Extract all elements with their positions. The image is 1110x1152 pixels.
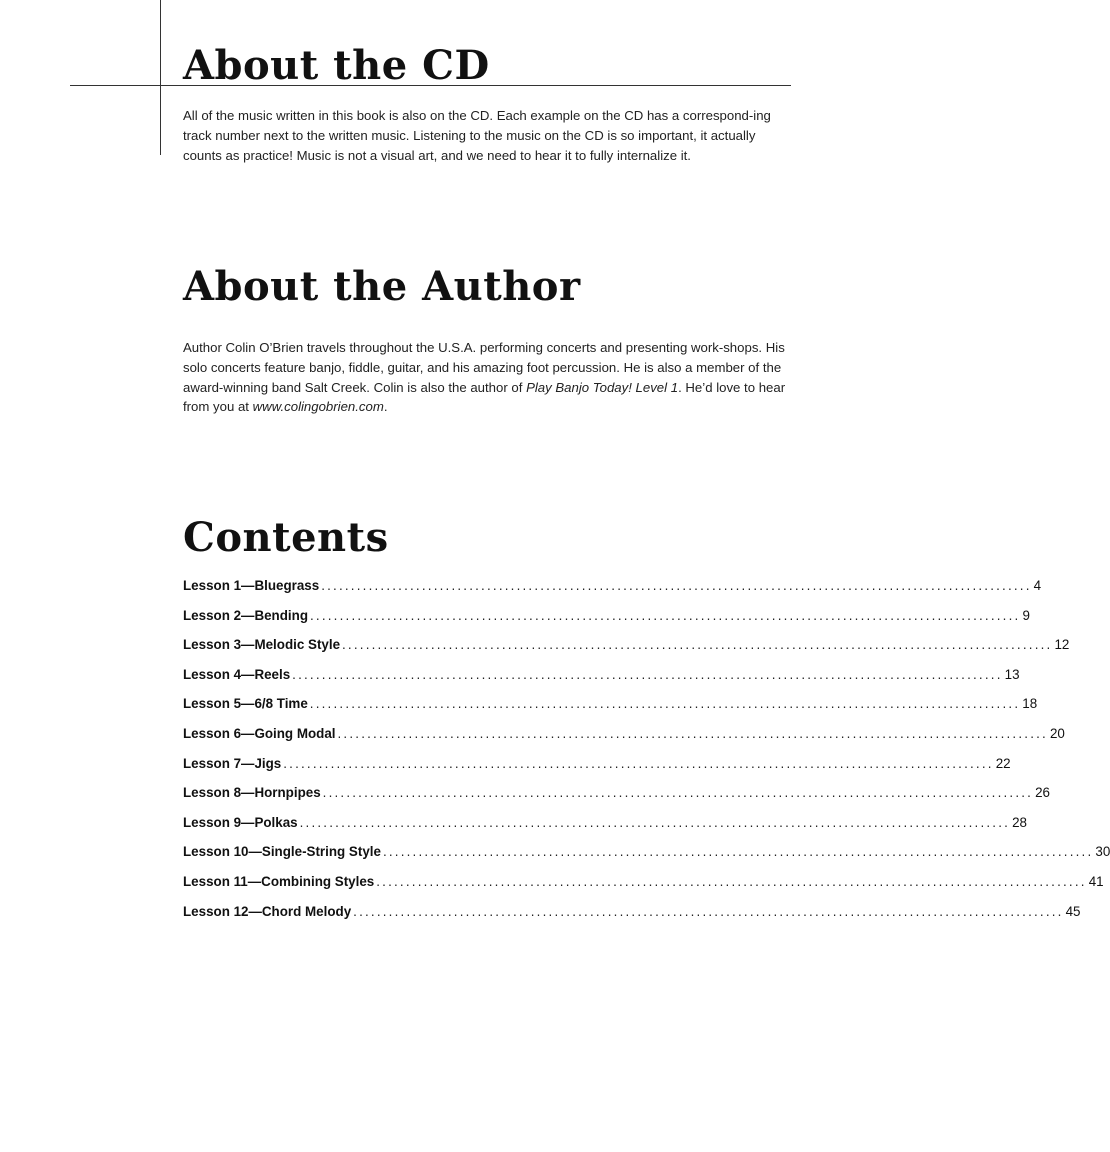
toc-entry-label: Lesson 2—Bending [183, 607, 308, 623]
toc-entry-page: 26 [1035, 785, 1051, 801]
toc-dot-leader: ........................................................................................................................ [322, 785, 1034, 801]
cd-section-body: All of the music written in this book is also on the CD. Each example on the CD has a correspond-ing track number next to the written music. Listening to the music on the CD is so important, it actually counts as practice! Music is not a visual art, and we need to hear it to fully internalize it. [183, 108, 771, 163]
toc-entry[interactable] [183, 785, 1051, 815]
toc-dot-leader: ........................................................................................................................ [283, 755, 994, 771]
toc-entry-page: 9 [1022, 607, 1030, 623]
author-body-prefix: Author Colin O’Brien travels throughout the U.S.A. performing concerts and presenting work-shops. His solo concerts feature banjo, fiddle, guitar, and his amazing foot percussion. He is also a member of the award-winning band Salt Creek. Colin is also the author of [183, 340, 785, 395]
toc-entry-page: 28 [1012, 814, 1027, 830]
vertical-rule [160, 0, 161, 155]
toc-entry-label: Lesson 12—Chord Melody [183, 903, 352, 919]
author-section-body [183, 338, 793, 417]
toc-dot-leader: ........................................................................................................................ [337, 725, 1048, 741]
toc-entry-label: Lesson 3—Melodic Style [183, 637, 341, 653]
toc-dot-leader: ........................................................................................................................ [342, 637, 1053, 653]
toc-dot-leader: ........................................................................................................................ [309, 696, 1021, 712]
toc-dot-leader: ........................................................................................................................ [321, 578, 1032, 593]
cd-section-title: About the CD [183, 42, 490, 89]
toc-entry-page: 22 [995, 755, 1011, 771]
toc-dot-leader: ........................................................................................................................ [292, 666, 1003, 682]
author-body-middle: . He’d love to hear from you at [183, 379, 786, 415]
author-body-suffix: . [383, 399, 388, 415]
toc-entry[interactable] [183, 903, 1081, 934]
toc-entry-label: Lesson 10—Single-String Style [183, 844, 381, 860]
toc-dot-leader: ........................................................................................................................ [382, 844, 1094, 860]
toc-entry-page: 12 [1054, 637, 1070, 653]
book-title: Play Banjo Today! Level 1 [526, 379, 679, 395]
toc-entry[interactable] [183, 666, 1020, 697]
toc-entry-page: 18 [1022, 696, 1038, 712]
toc-entry-label: Lesson 1—Bluegrass [183, 578, 320, 593]
toc-entry-page: 45 [1065, 903, 1081, 919]
toc-dot-leader: ........................................................................................................................ [353, 903, 1064, 919]
toc-entry[interactable] [183, 755, 1011, 786]
toc-entry-label: Lesson 9—Polkas [183, 814, 298, 830]
toc-entry-page: 13 [1004, 666, 1020, 682]
toc-entry[interactable] [183, 607, 1030, 638]
toc-entry-page: 20 [1049, 725, 1065, 741]
toc-entry-label: Lesson 6—Going Modal [183, 725, 336, 741]
toc-entry-label: Lesson 7—Jigs [183, 755, 282, 771]
toc-entry-label: Lesson 11—Combining Styles [183, 873, 375, 889]
toc-dot-leader: ........................................................................................................................ [310, 607, 1021, 623]
toc-entry-page: 4 [1033, 578, 1042, 593]
toc-entry-page: 41 [1088, 873, 1104, 889]
toc-entry[interactable] [183, 814, 1027, 845]
toc-entry[interactable] [183, 637, 1070, 667]
table-of-contents [183, 578, 1110, 933]
toc-entry-label: Lesson 8—Hornpipes [183, 785, 321, 801]
toc-entry[interactable] [183, 696, 1038, 726]
author-section-title: About the Author [183, 263, 581, 310]
toc-entry-label: Lesson 4—Reels [183, 666, 291, 682]
toc-dot-leader: ........................................................................................................................ [376, 873, 1087, 889]
toc-entry-page: 30 [1095, 844, 1110, 860]
toc-entry-label: Lesson 5—6/8 Time [183, 696, 308, 712]
toc-dot-leader: ........................................................................................................................ [299, 814, 1011, 830]
author-website-link[interactable]: www.colingobrien.com [252, 399, 384, 415]
contents-title: Contents [183, 514, 389, 561]
toc-entry[interactable] [183, 578, 1042, 608]
toc-entry[interactable] [183, 873, 1104, 904]
toc-entry[interactable] [183, 725, 1065, 756]
toc-entry[interactable] [183, 844, 1110, 874]
